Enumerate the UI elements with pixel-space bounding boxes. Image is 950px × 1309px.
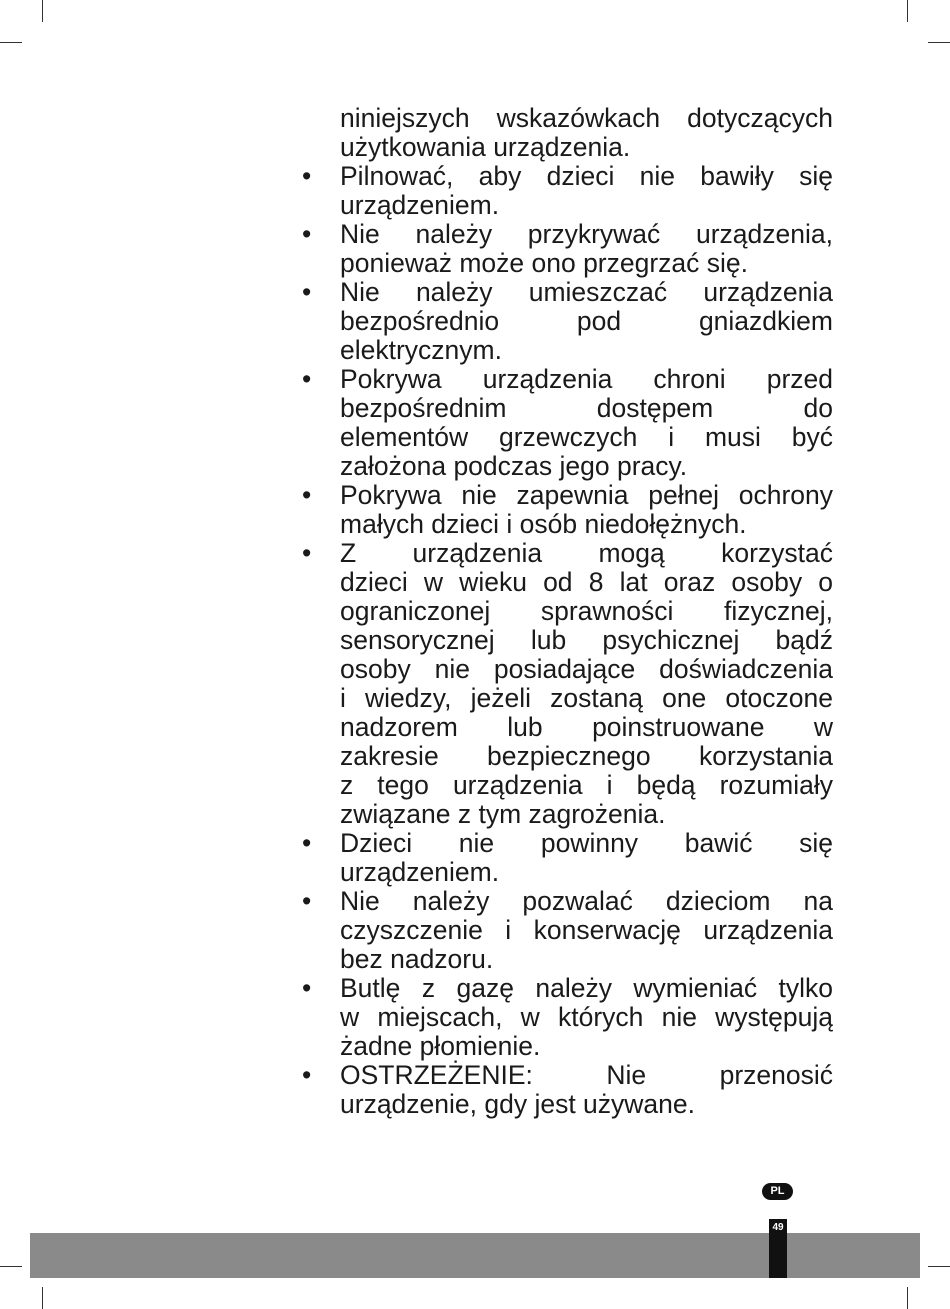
text-line: zakresie bezpiecznego korzystania [340,741,833,771]
text-line: bezpośrednio pod gniazdkiem [340,306,833,336]
crop-mark [42,0,43,22]
list-item [300,539,833,829]
list-item [300,974,833,1061]
list-item [300,829,833,887]
continued-paragraph [300,104,833,162]
list-item [300,162,833,220]
text-line: w miejscach, w których nie występują [340,1002,833,1032]
text-line: bez nadzoru. [340,944,494,974]
page-number: 49 [769,1219,787,1278]
safety-instructions [300,104,833,1119]
text-line: osoby nie posiadające doświadczenia [340,654,833,684]
text-line: użytkowania urządzenia. [340,132,631,162]
language-badge: PL [762,1183,793,1200]
list-item [300,365,833,481]
text-line: Nie należy pozwalać dzieciom na [340,886,833,916]
text-line: małych dzieci i osób niedołężnych. [340,509,747,539]
crop-mark [0,42,22,43]
text-line: i wiedzy, jeżeli zostaną one otoczone [340,683,833,713]
list-item [300,278,833,365]
text-line: związane z tym zagrożenia. [340,799,666,829]
list-item [300,481,833,539]
crop-mark [0,1266,22,1267]
crop-mark [42,1287,43,1309]
text-line: założona podczas jego pracy. [340,451,688,481]
text-line: nadzorem lub poinstruowane w [340,712,833,742]
text-line: elementów grzewczych i musi być [340,422,833,452]
text-line: Pokrywa nie zapewnia pełnej ochrony [340,480,833,510]
bullet-list [300,162,833,1119]
text-line: Pilnować, aby dzieci nie bawiły się [340,161,833,191]
bullet-icon: • [302,480,312,510]
text-line: urządzeniem. [340,190,500,220]
text-line: Butlę z gazę należy wymieniać tylko [340,973,833,1003]
list-item [300,1061,833,1119]
crop-mark [907,0,908,22]
text-line: z tego urządzenia i będą rozumiały [340,770,833,800]
list-item [300,887,833,974]
bullet-icon: • [302,973,312,1003]
bullet-icon: • [302,161,312,191]
text-line: urządzenie, gdy jest używane. [340,1089,696,1119]
bullet-icon: • [302,364,312,394]
text-line: elektrycznym. [340,335,502,365]
bullet-icon: • [302,1060,312,1090]
text-line: dzieci w wieku od 8 lat oraz osoby o [340,567,833,597]
text-line: ponieważ może ono przegrzać się. [340,248,749,278]
bullet-icon: • [302,828,312,858]
crop-mark [928,42,950,43]
text-line: Nie należy umieszczać urządzenia [340,277,833,307]
text-line: Z urządzenia mogą korzystać [340,538,833,568]
crop-mark [928,1266,950,1267]
bullet-icon: • [302,538,312,568]
bullet-icon: • [302,277,312,307]
text-line: Nie należy przykrywać urządzenia, [340,219,833,249]
text-line: sensorycznej lub psychicznej bądź [340,625,833,655]
crop-mark [907,1287,908,1309]
text-line: ograniczonej sprawności fizycznej, [340,596,833,626]
text-line: bezpośrednim dostępem do [340,393,833,423]
text-line: żadne płomienie. [340,1031,541,1061]
text-line: urządzeniem. [340,857,500,887]
text-line: Pokrywa urządzenia chroni przed [340,364,833,394]
list-item [300,220,833,278]
text-line: czyszczenie i konserwację urządzenia [340,915,833,945]
bullet-icon: • [302,219,312,249]
text-line: niniejszych wskazówkach dotyczących [340,103,833,133]
text-line: OSTRZEŻENIE: Nie przenosić [340,1060,833,1090]
text-line: Dzieci nie powinny bawić się [340,828,833,858]
bullet-icon: • [302,886,312,916]
